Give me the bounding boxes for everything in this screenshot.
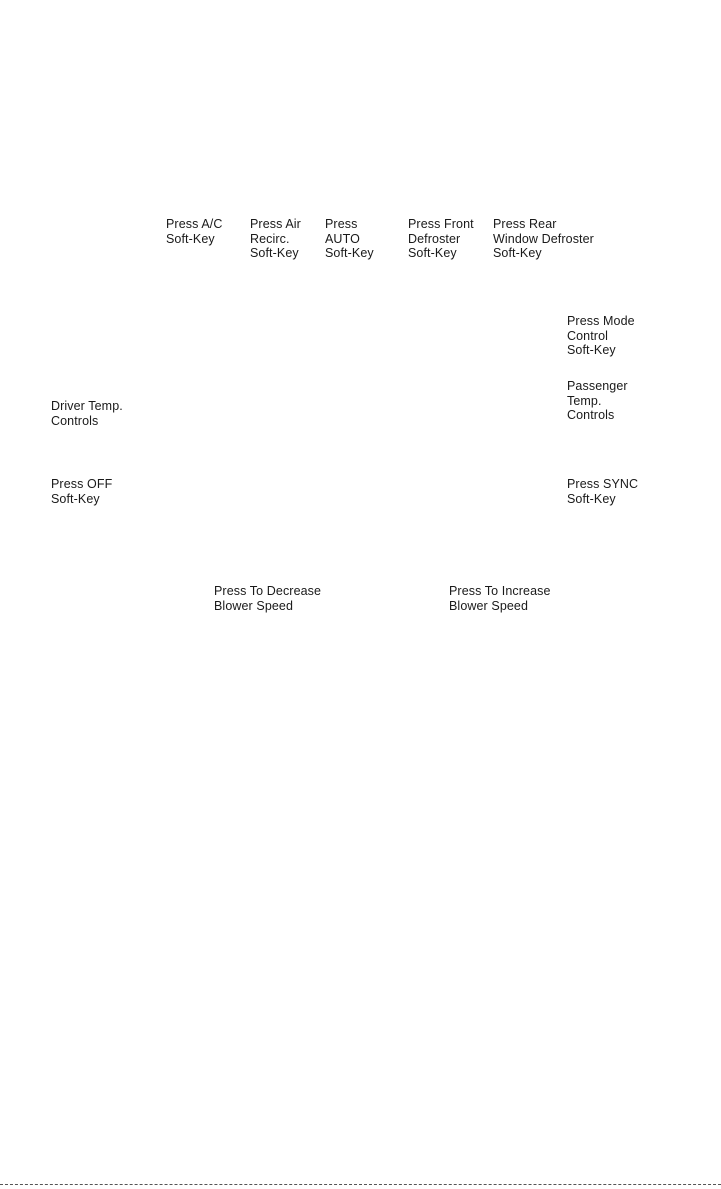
callout-decrease-blower-speed: Press To Decrease Blower Speed bbox=[214, 584, 322, 613]
callout-driver-temp-controls: Driver Temp. Controls bbox=[51, 399, 123, 428]
callout-passenger-temp-controls: Passenger Temp. Controls bbox=[567, 379, 628, 422]
callout-sync-softkey: Press SYNC Soft-Key bbox=[567, 477, 639, 506]
callout-front-defroster-softkey: Press Front Defroster Soft-Key bbox=[408, 217, 474, 260]
callout-ac-softkey: Press A/C Soft-Key bbox=[166, 217, 223, 246]
callout-increase-blower-speed: Press To Increase Blower Speed bbox=[449, 584, 551, 613]
callout-air-recirc-softkey: Press Air Recirc. Soft-Key bbox=[250, 217, 301, 260]
callout-rear-window-defroster-softkey: Press Rear Window Defroster Soft-Key bbox=[493, 217, 594, 260]
callout-off-softkey: Press OFF Soft-Key bbox=[51, 477, 113, 506]
page-bottom-rule bbox=[0, 1184, 721, 1185]
callout-auto-softkey: Press AUTO Soft-Key bbox=[325, 217, 374, 260]
callout-mode-control-softkey: Press Mode Control Soft-Key bbox=[567, 314, 635, 357]
